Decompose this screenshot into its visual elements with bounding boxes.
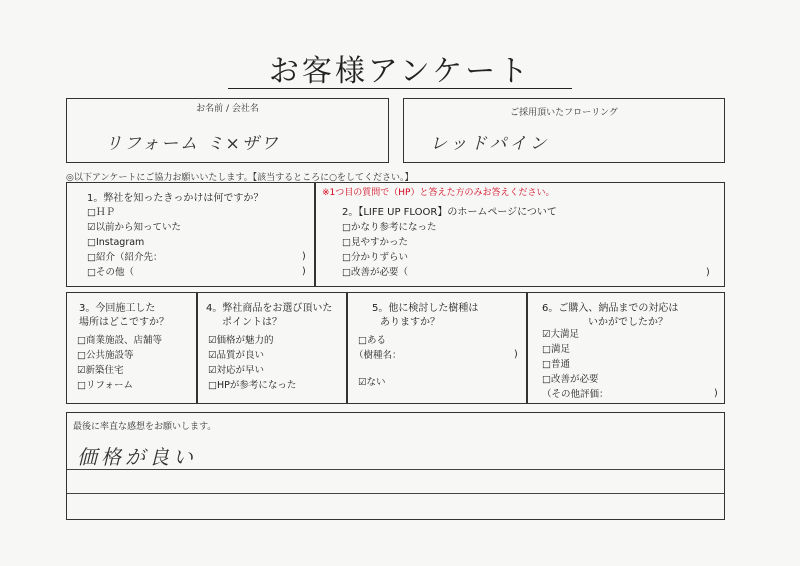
q3-question-line1: 3。今回施工した — [79, 303, 156, 314]
q6-option-improve[interactable]: □改善が必要 — [542, 374, 599, 385]
flooring-box[interactable] — [403, 98, 725, 163]
q1-option-instagram[interactable]: □Instagram — [87, 237, 145, 248]
q1-other-close-paren: ) — [302, 266, 306, 277]
q2-question: 2。【LIFE UP FLOOR】のホームページについて — [342, 207, 557, 218]
q2-option-improve[interactable]: □改善が必要（ — [342, 267, 408, 278]
name-label: お名前 / 会社名 — [196, 104, 259, 114]
q2-box — [315, 182, 725, 287]
instruction-text: ◎以下アンケートにご協力お願いいたします。【該当するところに○をしてください。】 — [66, 173, 414, 183]
comments-line-2 — [67, 493, 724, 494]
name-box[interactable] — [66, 98, 389, 163]
q1-option-hp[interactable]: □ＨＰ — [87, 207, 115, 218]
q3-option-reform[interactable]: □リフォーム — [77, 380, 134, 391]
q6-option-satisfied[interactable]: □満足 — [542, 344, 570, 355]
q1-option-referral[interactable]: □紹介（紹介先： — [87, 252, 163, 263]
q2-option-hard[interactable]: □分かりずらい — [342, 252, 408, 263]
q6-question-line1: 6。ご購入、納品までの対応は — [542, 303, 679, 314]
q6-other-label: （その他評価： — [542, 389, 609, 400]
q4-option-price[interactable]: ☑価格が魅力的 — [208, 335, 274, 346]
q5-species-label: （樹種名： — [354, 350, 402, 361]
q1-option-other[interactable]: □その他（ — [87, 267, 134, 278]
page-title: お客様アンケート — [268, 54, 532, 89]
q5-option-no[interactable]: ☑ない — [358, 377, 386, 388]
q4-option-response[interactable]: ☑対応が早い — [208, 365, 265, 376]
flooring-handwritten: レッドパイン — [430, 134, 550, 154]
q2-improve-close-paren: ) — [706, 267, 710, 278]
q4-question-line2: ポイントは？ — [222, 317, 282, 328]
q5-option-yes[interactable]: □ある — [358, 335, 386, 346]
q1-question: 1。弊社を知ったきっかけは何ですか？ — [87, 193, 264, 204]
flooring-label: ご採用頂いたフローリング — [510, 108, 618, 118]
q2-option-easy[interactable]: □見やすかった — [342, 237, 408, 248]
q4-option-hp[interactable]: □HPが参考になった — [208, 380, 297, 391]
q1-option-known[interactable]: ☑以前から知っていた — [87, 222, 182, 233]
q3-option-commercial[interactable]: □商業施設、店舗等 — [77, 335, 162, 346]
q5-question-line1: 5。他に検討した樹種は — [372, 303, 479, 314]
comments-line-1 — [67, 469, 724, 470]
q6-box — [527, 292, 725, 404]
q6-question-line2: いかがでしたか？ — [588, 317, 668, 328]
q4-question-line1: 4。弊社商品をお選び頂いた — [206, 303, 333, 314]
q1-referral-close-paren: ) — [302, 251, 306, 262]
q1-box — [66, 182, 315, 287]
q6-close-paren: ) — [714, 388, 718, 399]
comments-box[interactable] — [66, 412, 725, 520]
q3-question-line2: 場所はどこですか？ — [79, 317, 169, 328]
title-underline — [228, 88, 572, 89]
q5-question-line2: ありますか？ — [380, 317, 440, 328]
q3-option-newhouse[interactable]: ☑新築住宅 — [77, 365, 124, 376]
q2-note: ※1つ目の質問で（HP）と答えた方のみお答えください。 — [322, 188, 555, 198]
q2-option-helpful[interactable]: □かなり参考になった — [342, 222, 437, 233]
q3-option-public[interactable]: □公共施設等 — [77, 350, 134, 361]
q5-close-paren: ) — [514, 349, 518, 360]
comments-handwritten: 価格が良い — [77, 445, 197, 469]
q5-box — [347, 292, 527, 404]
q6-option-normal[interactable]: □普通 — [542, 359, 570, 370]
name-handwritten: リフォーム ミ×ザワ — [105, 134, 280, 154]
q6-option-very-satisfied[interactable]: ☑大満足 — [542, 329, 580, 340]
q4-option-quality[interactable]: ☑品質が良い — [208, 350, 265, 361]
q4-box — [197, 292, 347, 404]
comments-label: 最後に率直な感想をお願いします。 — [73, 422, 217, 432]
q3-box — [66, 292, 197, 404]
